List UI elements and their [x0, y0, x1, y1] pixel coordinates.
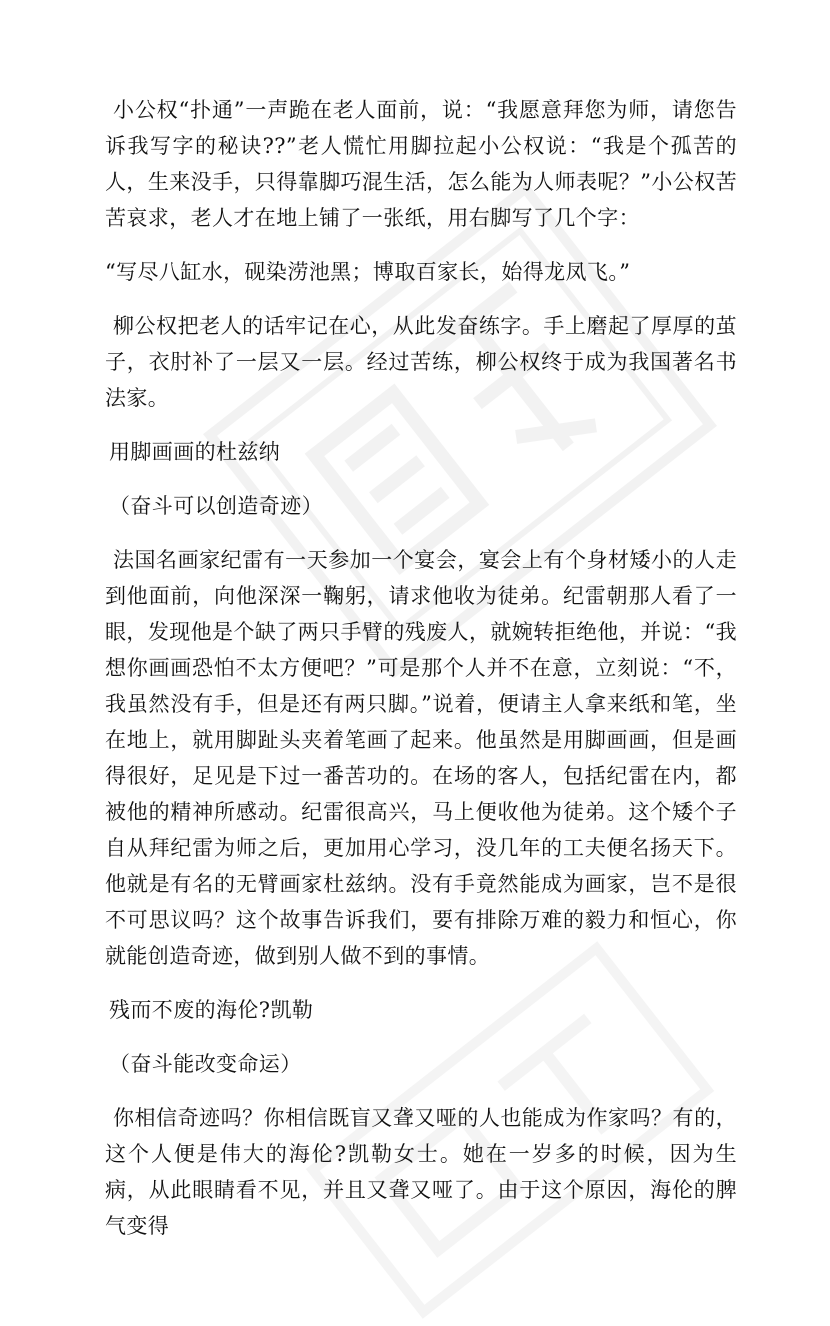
- section-heading: 残而不废的海伦?凯勒: [109, 998, 314, 1022]
- paragraph: 你相信奇迹吗？你相信既盲又聋又哑的人也能成为作家吗？有的，这个人便是伟大的海伦?凯勒女士。她在一岁多的时候，因为生病，从此眼睛看不见，并且又聋又哑了。由于这个原因，海伦的脾气变得: [105, 1106, 737, 1238]
- section-subtitle: （奋斗能改变命运）: [109, 1052, 302, 1076]
- section-subtitle: （奋斗可以创造奇迹）: [109, 494, 323, 518]
- section-heading: 用脚画画的杜兹纳: [109, 440, 281, 464]
- poem-line: “写尽八缸水，砚染涝池黑；博取百家长，始得龙凤飞。”: [105, 260, 631, 284]
- paragraph: 柳公权把老人的话牢记在心，从此发奋练字。手上磨起了厚厚的茧子，衣肘补了一层又一层。经过苦练，柳公权终于成为我国著名书法家。: [105, 314, 737, 410]
- paragraph: 法国名画家纪雷有一天参加一个宴会，宴会上有个身材矮小的人走到他面前，向他深深一鞠躬，请求他收为徒弟。纪雷朝那人看了一眼，发现他是个缺了两只手臂的残废人，就婉转拒绝他，并说：“我想你画画恐怕不太方便吧？”可是那个人并不在意，立刻说：“不，我虽然没有手，但是还有两只脚。”说着，便请主人拿来纸和笔，坐在地上，就用脚趾头夹着笔画了起来。他虽然是用脚画画，但是画得很好，足见是下过一番苦功的。在场的客人，包括纪雷在内，都被他的精神所感动。纪雷很高兴，马上便收他为徒弟。这个矮个子自从拜纪雷为师之后，更加用心学习，没几年的工夫便名扬天下。他就是有名的无臂画家杜兹纳。没有手竟然能成为画家，岂不是很不可思议吗？这个故事告诉我们，要有排除万难的毅力和恒心，你就能创造奇迹，做到别人做不到的事情。: [105, 548, 737, 968]
- paragraph: 小公权“扑通”一声跪在老人面前，说：“我愿意拜您为师，请您告诉我写字的秘诀??”老人慌忙用脚拉起小公权说：“我是个孤苦的人，生来没手，只得靠脚巧混生活，怎么能为人师表呢？”小公权苦苦哀求，老人才在地上铺了一张纸，用右脚写了几个字：: [105, 98, 737, 230]
- document-body: [105, 92, 737, 1244]
